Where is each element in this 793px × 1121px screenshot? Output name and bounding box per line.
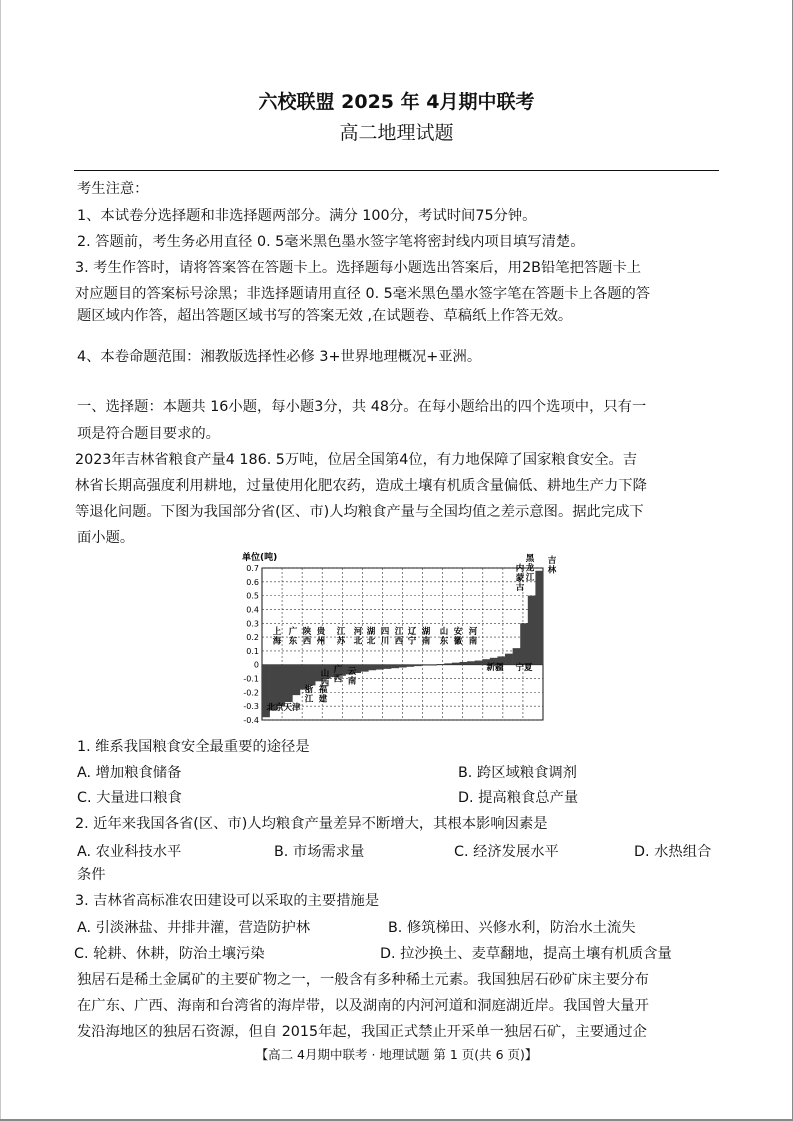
q1-option-a: A. 增加粮食储备 [77,765,182,781]
passage-2-line-2: 在广东、广西、海南和台湾省的海岸带，以及湖南的内河河道和洞庭湖近岸。我国曾大量开 [77,998,649,1014]
chart-bar [459,662,467,665]
chart-bar [429,665,437,666]
chart-tick-label: -0.2 [243,688,259,698]
question-1: 1. 维系我国粮食安全最重要的途径是 [77,739,310,755]
chart-label-below: 新疆 [486,663,504,673]
q2-option-d: D. 水热组合 [634,844,712,860]
chart-bar [452,663,460,665]
chart-bar [406,665,414,667]
chart-bar [421,665,429,666]
exam-subtitle: 高二地理试题 [339,122,454,144]
chart-label-above: 湖南 [420,626,430,646]
passage-line-4: 面小题。 [77,530,135,546]
chart-tick-label: 0.3 [246,619,259,629]
chart-tick-label: -0.1 [243,674,259,684]
chart-label-above: 江西 [393,626,403,646]
chart-label-above: 贵州 [315,626,325,646]
q1-option-c: C. 大量进口粮食 [77,790,182,806]
chart-label-above: 广东 [287,626,297,646]
question-2: 2. 近年来我国各省(区、市)人均粮食产量差异不断增大，其根本影响因素是 [75,816,548,832]
chart-bar [361,665,369,672]
chart-label-above: 陕西 [301,626,311,646]
q3-option-b: B. 修筑梯田、兴修水利，防治水土流失 [388,920,636,936]
q2-option-a: A. 农业科技水平 [77,844,182,860]
chart-tick-label: 0 [253,660,259,670]
page-border [0,0,1,1121]
q3-option-d: D. 拉沙换土、麦草翻地，提高土壤有机质含量 [380,946,672,962]
passage-2-line-3: 发沿海地区的独居石资源，但自 2015年起，我国正式禁止开采单一独居石矿，主要通过企 [77,1024,647,1040]
chart-label-above: 四川 [379,626,389,646]
chart-label-below: 北京 [266,703,284,713]
section-heading-line-1: 一、选择题：本题共 16小题，每小题3分，共 48分。在每小题给出的四个选项中，只有一 [77,399,647,415]
chart-bar [376,665,384,670]
chart-bar [292,665,300,695]
q2-option-b: B. 市场需求量 [274,844,365,860]
chart-tick-label: -0.4 [243,716,259,725]
chart-label-right: 内蒙古 [514,563,524,593]
q1-option-d: D. 提高粮食总产量 [458,790,579,806]
chart-label-right: 黑龙江 [524,553,534,583]
chart-yticks [243,564,259,725]
chart-labels [266,553,556,713]
chart-tick-label: 0.2 [246,633,259,643]
chart-bar [277,665,285,706]
question-3: 3. 吉林省高标准农田建设可以采取的主要措施是 [75,893,380,909]
chart-label-above: 上海 [271,626,281,646]
chart-tick-label: -0.3 [243,702,259,712]
chart-bar [414,665,422,666]
chart-label-above: 湖北 [365,626,375,646]
note-4: 4、本卷命题范围：湘教版选择性必修 3+世界地理概况+亚洲。 [77,349,482,365]
chart-bar [391,665,399,668]
chart-label-above: 辽宁 [406,626,416,646]
passage-2-line-1: 独居石是稀土金属矿的主要矿物之一，一般含有多种稀土元素。我国独居石砂矿床主要分布 [77,972,649,988]
chart-bar [384,665,392,669]
chart-bar [475,661,483,665]
passage-line-3: 等退化问题。下图为我国部分省(区、市)人均粮食产量与全国均值之差示意图。据此完成下 [75,504,644,520]
chart-label-above: 河北 [352,626,362,646]
chart-label-above: 江苏 [335,626,345,646]
notes-heading: 考生注意： [77,181,149,197]
chart-tick-label: 0.7 [246,564,259,573]
chart-label-below: 天津 [283,703,301,713]
chart-label-below: 云南 [346,666,356,686]
passage-line-2: 林省长期高强度利用耕地，过量使用化肥农药，造成土壤有机质含量偏低、耕地生产力下降 [75,478,647,494]
chart-bar [437,664,445,665]
chart-label-below: 福建 [317,684,327,704]
note-1: 1、本试卷分选择题和非选择题两部分。满分 100分，考试时间75分钟。 [77,208,537,224]
chart-bar [444,663,452,664]
q1-option-b: B. 跨区域粮食调剂 [458,765,577,781]
chart-label-below: 广西 [332,664,342,684]
title-divider [74,170,719,171]
chart-label-below: 浙江 [303,684,313,704]
q2-option-c: C. 经济发展水平 [454,844,559,860]
q2-option-d-continued: 条件 [77,867,106,883]
chart-label-below: 山西 [319,668,329,688]
grain-chart [240,550,560,725]
chart-bar [535,571,543,665]
chart-bar [520,623,528,664]
chart-tick-label: 0.5 [246,591,259,601]
chart-label-right: 吉林 [546,555,556,575]
chart-bar [368,665,376,671]
chart-tick-label: 0.1 [246,646,259,656]
chart-label-below: 宁夏 [515,663,533,673]
exam-title: 六校联盟 2025 年 4月期中联考 [258,91,535,113]
chart-bar [528,596,536,665]
chart-bar [467,661,475,664]
chart-tick-label: 0.4 [246,605,259,615]
chart-ylabel: 单位(吨) [242,553,278,563]
section-heading-line-2: 项是符合题目要求的。 [77,426,220,442]
chart-label-above: 安徽 [452,626,462,646]
chart-bar [285,665,293,702]
q3-option-c: C. 轮耕、休耕，防治土壤污染 [74,946,265,962]
chart-bar [308,665,316,686]
note-2: 2. 答题前，考生务必用直径 0. 5毫米黑色墨水签字笔将密封线内项目填写清楚。 [77,234,585,250]
chart-bar [399,665,407,668]
note-3-line-3: 题区域内作答，超出答题区域书写的答案无效 ,在试题卷、草稿纸上作答无效。 [77,308,573,324]
chart-label-above: 河南 [467,626,477,646]
chart-bar [505,654,513,665]
q3-option-a: A. 引淡淋盐、井排井灌，营造防护林 [77,920,311,936]
note-3-line-2: 对应题目的答案标号涂黑；非选择题请用直径 0. 5毫米黑色墨水签字笔在答题卡上各题的答 [75,286,651,302]
chart-tick-label: 0.6 [246,577,259,587]
chart-label-above: 山东 [438,626,448,646]
passage-line-1: 2023年吉林省粮食产量4 186. 5万吨，位居全国第4位，有力地保障了国家粮食安全。吉 [75,452,638,468]
note-3-line-1: 3. 考生作答时，请将答案答在答题卡上。选择题每小题选出答案后，用2B铅笔把答题卡上 [75,260,642,276]
page-footer: 【高二 4月期中联考 · 地理试题 第 1 页(共 6 页)】 [255,1047,538,1062]
